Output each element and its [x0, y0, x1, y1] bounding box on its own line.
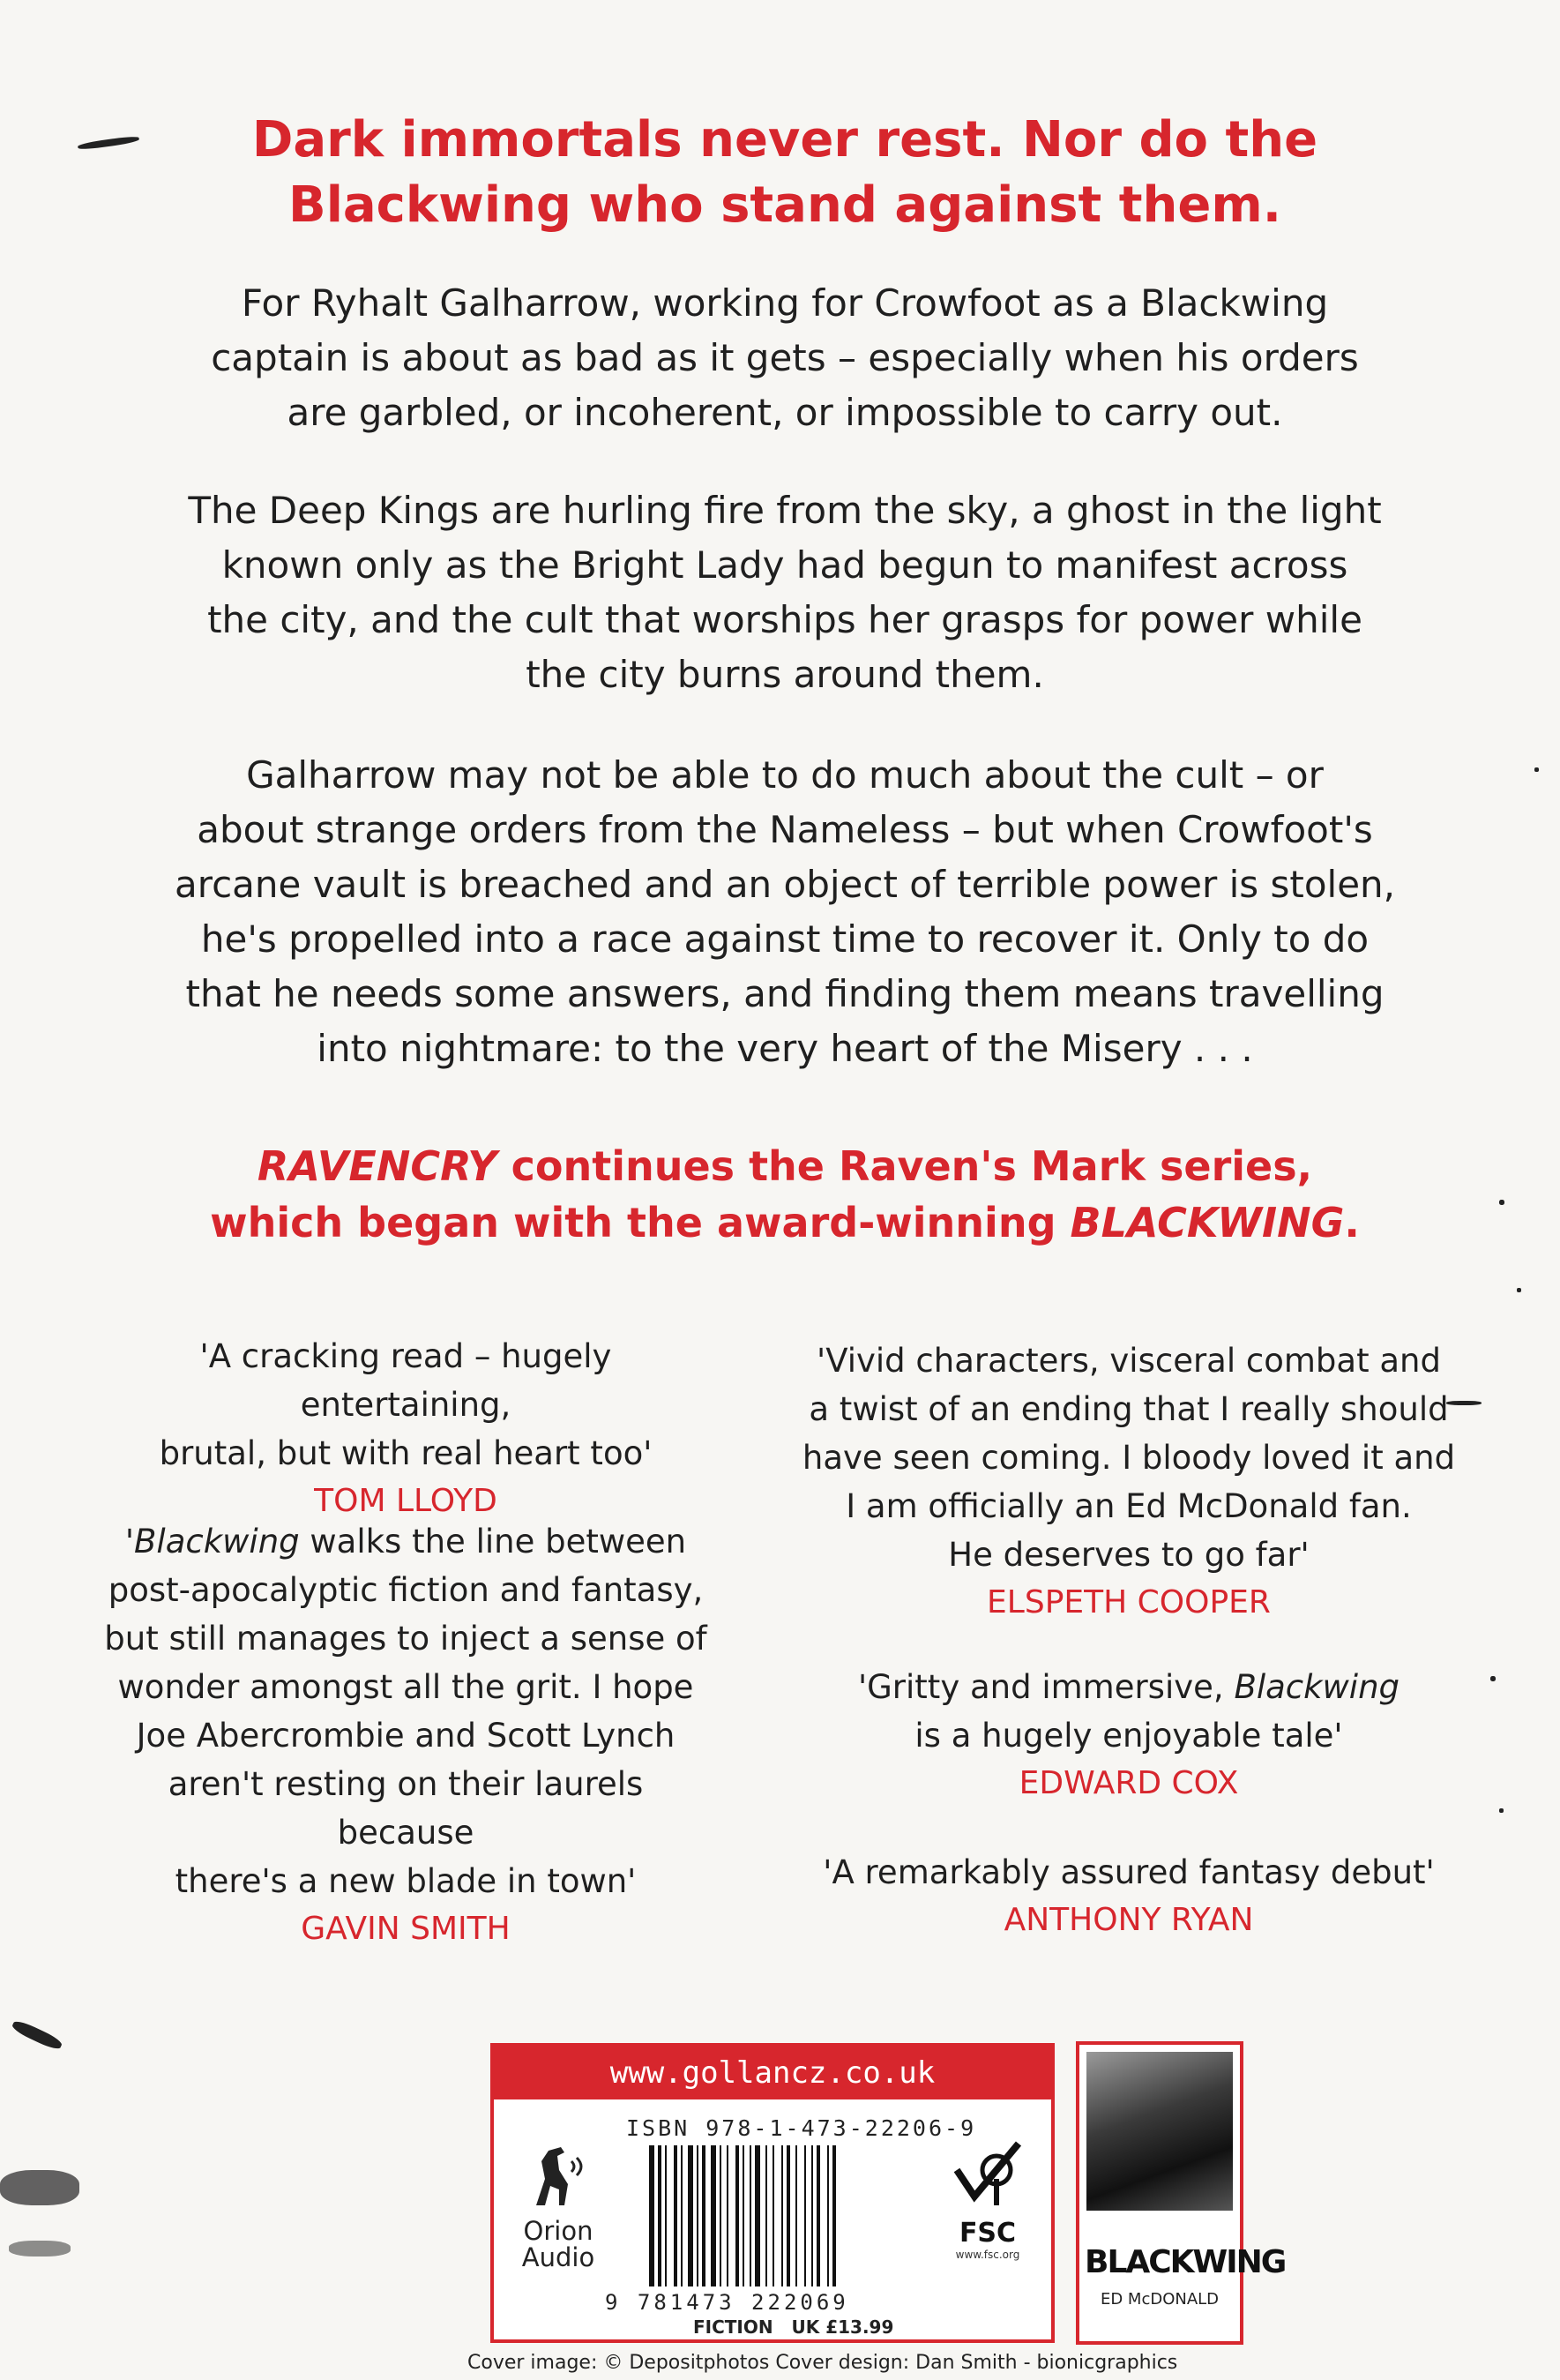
orion-audio-logo — [510, 2135, 607, 2271]
series-title: BLACKWING — [1070, 1199, 1345, 1246]
series-text: which began with the award-winning — [210, 1199, 1071, 1246]
barcode-digits: 9 781473 222069 — [605, 2290, 849, 2315]
blurb-line: arcane vault is breached and an object of terrible power is stolen, — [174, 863, 1396, 906]
quote-line: He deserves to go far' — [948, 1536, 1310, 1574]
barcode-bar — [665, 2145, 667, 2286]
blurb-line: about strange orders from the Nameless – but when Crowfoot's — [197, 808, 1373, 851]
ink-speck — [9, 2241, 71, 2257]
quote-line: 'A remarkably assured fantasy debut' — [823, 1853, 1435, 1891]
fsc-logo — [935, 2135, 1041, 2261]
blurb-line: are garbled, or incoherent, or impossible to carry out. — [287, 391, 1283, 434]
barcode-bar — [827, 2145, 829, 2286]
quote-line: brutal, but with real heart too' — [159, 1434, 653, 1472]
quote-line: 'A cracking read – hugely entertaining, — [199, 1337, 612, 1424]
series-text: . — [1344, 1199, 1360, 1246]
barcode-bar — [804, 2145, 806, 2286]
quote-line: but still manages to inject a sense of — [104, 1620, 707, 1658]
blurb-line: into nightmare: to the very heart of the Misery . . . — [317, 1027, 1253, 1070]
quote-title: 'Blackwing — [124, 1523, 300, 1560]
quote-line: Joe Abercrombie and Scott Lynch — [136, 1717, 676, 1755]
barcode-bar — [773, 2145, 774, 2286]
barcode-bar — [649, 2145, 654, 2286]
cover-author: ED McDONALD — [1100, 2290, 1220, 2309]
quote-line: wonder amongst all the grit. I hope — [117, 1668, 694, 1706]
barcode-bar — [832, 2145, 836, 2286]
barcode-bar — [735, 2145, 739, 2286]
cover-credits: Cover image: © Depositphotos Cover design: Dan Smith - bionicgraphics — [467, 2352, 1178, 2374]
publisher-website[interactable]: www.gollancz.co.uk — [494, 2047, 1051, 2099]
quote-author: TOM LLOYD — [314, 1483, 497, 1519]
blurb-line: Galharrow may not be able to do much about the cult – or — [246, 753, 1324, 797]
barcode-bar — [688, 2145, 693, 2286]
quote-line — [97, 1517, 714, 1566]
quote-author: ELSPETH COOPER — [987, 1584, 1271, 1620]
quote-line: is a hugely enjoyable tale' — [914, 1717, 1343, 1755]
quote-line: post-apocalyptic fiction and fantasy, — [108, 1571, 704, 1609]
barcode-bar — [755, 2145, 760, 2286]
barcode-bar — [817, 2145, 820, 2286]
tagline-line: Dark immortals never rest. Nor do the — [251, 111, 1318, 168]
ink-speck — [1490, 1676, 1496, 1681]
review-quote-edward-cox — [785, 1663, 1473, 1807]
blurb-paragraph-3 — [115, 748, 1455, 1076]
price-line — [693, 2316, 893, 2338]
isbn-label: ISBN 978-1-473-22206-9 — [626, 2115, 977, 2141]
series-statement — [132, 1138, 1437, 1251]
series-line-1 — [132, 1138, 1437, 1194]
review-quote-elspeth-cooper — [785, 1336, 1473, 1627]
barcode-bar — [727, 2145, 728, 2286]
barcode-bar — [787, 2145, 790, 2286]
blurb-line: The Deep Kings are hurling fire from the sky, a ghost in the light — [188, 489, 1382, 532]
ink-speck — [0, 2170, 79, 2205]
previous-book-cover — [1076, 2041, 1286, 2345]
category-label: FICTION — [693, 2316, 773, 2338]
barcode-bar — [658, 2145, 661, 2286]
quote-line: there's a new blade in town' — [175, 1862, 637, 1900]
blurb-paragraph-2 — [115, 483, 1455, 702]
ink-speck — [1499, 1808, 1504, 1813]
blurb-line: captain is about as bad as it gets – especially when his orders — [211, 336, 1359, 379]
blurb-line: known only as the Bright Lady had begun to manifest across — [221, 543, 1348, 587]
quote-title: Blackwing — [1234, 1668, 1400, 1706]
cover-title: BLACKWING — [1085, 2244, 1286, 2280]
blurb-line: the city, and the cult that worships her grasps for power while — [207, 598, 1362, 641]
series-text: continues the Raven's Mark series, — [496, 1142, 1313, 1190]
barcode-panel — [490, 2043, 1055, 2343]
review-quote-anthony-ryan — [785, 1848, 1473, 1944]
ink-speck — [78, 135, 139, 151]
review-quote-tom-lloyd — [97, 1332, 714, 1525]
blurb-paragraph-1 — [115, 276, 1455, 440]
blurb-line: For Ryhalt Galharrow, working for Crowfoot as a Blackwing — [241, 281, 1329, 325]
quote-line — [785, 1663, 1473, 1711]
blurb-line: he's propelled into a race against time to recover it. Only to do — [200, 917, 1370, 961]
barcode-bar — [697, 2145, 698, 2286]
barcode-bar — [674, 2145, 677, 2286]
barcode-bar — [702, 2145, 705, 2286]
tagline — [132, 108, 1437, 238]
greyhound-icon — [510, 2135, 607, 2214]
price-label: UK £13.99 — [791, 2316, 894, 2338]
quote-line: aren't resting on their laurels because — [168, 1765, 644, 1852]
ink-speck — [1534, 767, 1539, 772]
blurb-line: the city burns around them. — [526, 653, 1044, 696]
series-title: RAVENCRY — [257, 1142, 497, 1190]
barcode-bar — [811, 2145, 813, 2286]
barcode-bar — [765, 2145, 767, 2286]
barcode-bar — [795, 2145, 797, 2286]
publisher-name-line: Orion — [523, 2216, 593, 2246]
barcode-bar — [711, 2145, 716, 2286]
quote-line: a twist of an ending that I really should — [809, 1390, 1449, 1428]
publisher-name-line: Audio — [521, 2242, 595, 2272]
quote-author: GAVIN SMITH — [301, 1911, 511, 1947]
tagline-line: Blackwing who stand against them. — [288, 176, 1281, 234]
quote-line: 'Vivid characters, visceral combat and — [817, 1342, 1441, 1380]
fsc-label: FSC — [959, 2218, 1017, 2249]
tree-checkmark-icon — [948, 2135, 1027, 2214]
quote-line: have seen coming. I bloody loved it and — [802, 1439, 1456, 1477]
barcode-bar — [681, 2145, 683, 2286]
quote-text: 'Gritty and immersive, — [857, 1668, 1235, 1706]
ink-speck — [11, 2018, 63, 2052]
series-line-2 — [132, 1194, 1437, 1251]
quote-line: I am officially an Ed McDonald fan. — [846, 1487, 1412, 1525]
barcode-bar — [743, 2145, 744, 2286]
barcode-bar — [781, 2145, 783, 2286]
quote-text: walks the line between — [299, 1523, 687, 1560]
barcode-bar — [750, 2145, 751, 2286]
quote-author: EDWARD COX — [1019, 1765, 1239, 1801]
quote-author: ANTHONY RYAN — [1004, 1902, 1254, 1938]
barcode-icon — [649, 2145, 919, 2286]
fsc-url: www.fsc.org — [955, 2249, 1020, 2261]
ink-speck — [1517, 1288, 1521, 1292]
ink-speck — [1499, 1200, 1504, 1205]
blurb-line: that he needs some answers, and finding them means travelling — [185, 972, 1385, 1015]
cover-artwork — [1086, 2052, 1233, 2211]
barcode-bar — [720, 2145, 721, 2286]
review-quote-gavin-smith — [97, 1517, 714, 1953]
